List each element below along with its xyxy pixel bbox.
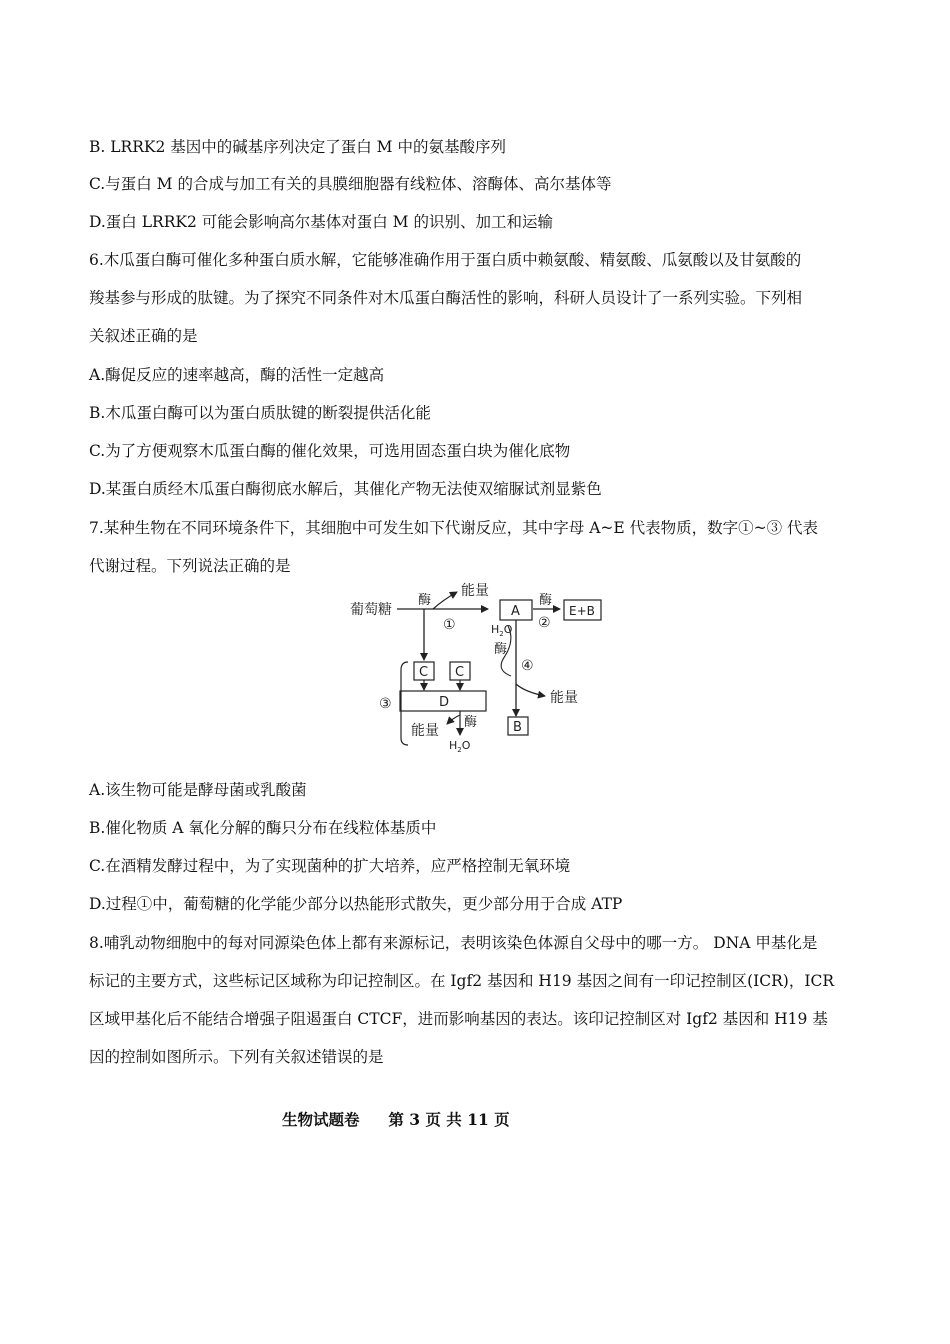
energy-label-2: 能量 xyxy=(411,723,439,739)
enzyme-label-2: 酶 xyxy=(539,593,553,608)
process-2-label: ② xyxy=(538,615,551,631)
h2o-label-2: $H_2O$ xyxy=(449,739,471,754)
text-line: B.木瓜蛋白酶可以为蛋白质肽键的断裂提供活化能 xyxy=(89,404,431,422)
text-line: B. LRRK2 基因中的碱基序列决定了蛋白 M 中的氨基酸序列 xyxy=(89,138,506,156)
energy-arrow-2 xyxy=(447,715,460,724)
footer-title: 生物试题卷 xyxy=(282,1110,360,1129)
box-d-label: D xyxy=(439,695,450,710)
text-line: D.某蛋白质经木瓜蛋白酶彻底水解后，其催化产物无法使双缩脲试剂显紫色 xyxy=(89,480,602,498)
text-line: 标记的主要方式，这些标记区域称为印记控制区。在 Igf2 基因和 H19 基因之间有一印记控制区(ICR)，ICR xyxy=(89,972,834,990)
text-line: 8.哺乳动物细胞中的每对同源染色体上都有来源标记，表明该染色体源自父母中的哪一方。 DNA 甲基化是 xyxy=(89,934,818,952)
text-line: 羧基参与形成的肽键。为了探究不同条件对木瓜蛋白酶活性的影响，科研人员设计了一系列实验。下列相 xyxy=(89,289,803,307)
process-4-label: ④ xyxy=(521,658,534,674)
energy-label-3: 能量 xyxy=(550,690,578,706)
box-c-1-label: C xyxy=(419,665,429,680)
text-line: 区域甲基化后不能结合增强子阻遏蛋白 CTCF，进而影响基因的表达。该印记控制区对 Igf2 基因和 H19 基 xyxy=(89,1010,828,1028)
energy-arrow-1 xyxy=(433,592,457,609)
box-eb-label: E+B xyxy=(569,604,595,618)
process-1-label: ① xyxy=(443,617,456,633)
box-b-label: B xyxy=(513,720,522,735)
text-line: 因的控制如图所示。下列有关叙述错误的是 xyxy=(89,1048,384,1066)
text-line: C.为了方便观察木瓜蛋白酶的催化效果，可选用固态蛋白块为催化底物 xyxy=(89,442,571,460)
text-line: C.在酒精发酵过程中，为了实现菌种的扩大培养，应严格控制无氧环境 xyxy=(89,857,571,875)
text-line: B.催化物质 A 氧化分解的酶只分布在线粒体基质中 xyxy=(89,819,437,837)
box-a-label: A xyxy=(511,604,520,619)
enzyme-label-3: 酶 xyxy=(494,642,508,657)
text-line: A.该生物可能是酵母菌或乳酸菌 xyxy=(89,781,307,799)
text-line: D.过程①中，葡萄糖的化学能少部分以热能形式散失，更少部分用于合成 ATP xyxy=(89,895,623,913)
text-line: D.蛋白 LRRK2 可能会影响高尔基体对蛋白 M 的识别、加工和运输 xyxy=(89,213,553,231)
box-c-2-label: C xyxy=(455,665,465,680)
text-line: C.与蛋白 M 的合成与加工有关的具膜细胞器有线粒体、溶酶体、高尔基体等 xyxy=(89,175,612,193)
text-line: 关叙述正确的是 xyxy=(89,327,198,345)
page-footer xyxy=(282,1108,510,1130)
energy-label-1: 能量 xyxy=(461,583,489,599)
glucose-label: 葡萄糖 xyxy=(350,602,392,618)
footer-page-number: 第 3 页 共 11 页 xyxy=(388,1110,510,1129)
enzyme-label-4: 酶 xyxy=(464,715,478,730)
metabolism-diagram xyxy=(345,578,615,758)
text-line: 7.某种生物在不同环境条件下，其细胞中可发生如下代谢反应，其中字母 A~E 代表物质，数字①~③ 代表 xyxy=(89,519,819,537)
text-line: 6.木瓜蛋白酶可催化多种蛋白质水解，它能够准确作用于蛋白质中赖氨酸、精氨酸、瓜氨酸以及甘氨酸的 xyxy=(89,251,802,269)
text-line: 代谢过程。下列说法正确的是 xyxy=(89,557,291,575)
enzyme-label-1: 酶 xyxy=(418,593,432,608)
h2o-label-1: $H_2O$ xyxy=(491,623,513,638)
text-line: A.酶促反应的速率越高，酶的活性一定越高 xyxy=(89,366,385,384)
process-3-label: ③ xyxy=(379,696,392,712)
energy-arrow-3 xyxy=(516,684,545,696)
